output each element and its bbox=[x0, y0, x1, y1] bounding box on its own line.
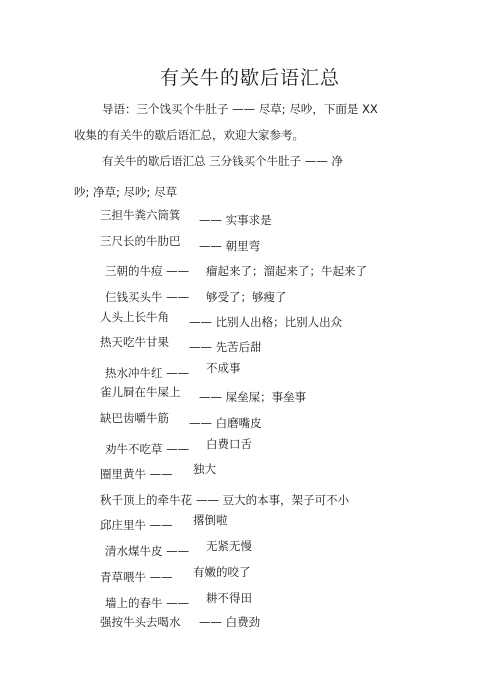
saying-riddle: 三担牛粪六筒箕 bbox=[100, 208, 181, 222]
saying-riddle: 缺巴齿嚼牛筋 bbox=[100, 411, 169, 425]
saying-answer: 无紧无慢 bbox=[206, 539, 252, 553]
saying-answer: 独大 bbox=[193, 462, 216, 476]
saying-answer: —— 实事求是 bbox=[199, 213, 272, 227]
saying-riddle: 三尺长的牛肋巴 bbox=[100, 234, 181, 248]
saying-riddle: 邱庄里牛 —— bbox=[100, 518, 173, 532]
saying-answer: —— 白费劲 bbox=[199, 615, 261, 629]
saying-answer: 不成事 bbox=[206, 361, 241, 375]
saying-riddle: 热天吃牛甘果 bbox=[100, 335, 169, 349]
saying-answer: 够受了；够瘦了 bbox=[206, 290, 287, 304]
saying-answer: —— 豆大的本事，架子可不小 bbox=[196, 493, 350, 507]
intro-line-3: 有关牛的歇后语汇总 三分钱买个牛肚子 —— 净 bbox=[102, 154, 343, 168]
saying-riddle: 三朝的牛痘 —— bbox=[105, 264, 190, 278]
saying-answer: —— 白磨嘴皮 bbox=[189, 416, 262, 430]
saying-answer: 白费口舌 bbox=[206, 437, 252, 451]
saying-riddle: 劝牛不吃草 —— bbox=[105, 442, 190, 456]
saying-riddle: 仨钱买头牛 —— bbox=[105, 290, 190, 304]
saying-answer: 撂倒啦 bbox=[193, 513, 228, 527]
saying-riddle: 墙上的春牛 —— bbox=[105, 596, 190, 610]
saying-riddle: 清水煤牛皮 —— bbox=[105, 544, 190, 558]
saying-riddle: 圈里黄牛 —— bbox=[100, 467, 173, 481]
saying-answer: —— 朝里弯 bbox=[199, 239, 261, 253]
saying-riddle: 人头上长牛角 bbox=[100, 310, 169, 324]
saying-answer: 瘤起来了；溜起来了；牛起来了 bbox=[206, 264, 367, 278]
saying-answer: 耕不得田 bbox=[206, 591, 252, 605]
saying-answer: —— 屎垒屎；事垒事 bbox=[199, 390, 307, 404]
intro-line-1: 导语：三个饯买个牛肚子 —— 尽草; 尽吵，下面是 XX bbox=[102, 102, 378, 116]
saying-riddle: 青草喂牛 —— bbox=[100, 570, 173, 584]
saying-riddle: 秋千顶上的牵牛花 bbox=[100, 493, 192, 507]
saying-answer: —— 先苦后甜 bbox=[189, 340, 262, 354]
intro-line-4: 吵; 净草; 尽吵; 尽草 bbox=[74, 185, 178, 199]
intro-line-2: 收集的有关牛的歇后语汇总，欢迎大家参考。 bbox=[74, 128, 304, 142]
saying-riddle: 热水冲牛红 —— bbox=[105, 366, 190, 380]
saying-answer: 有嫩的咬了 bbox=[193, 565, 251, 579]
saying-riddle: 雀儿屙在牛屎上 bbox=[100, 385, 181, 399]
saying-riddle: 强按牛头去喝水 bbox=[100, 615, 181, 629]
saying-answer: —— 比别人出格；比别人出众 bbox=[189, 315, 343, 329]
document-title: 有关牛的歇后语汇总 bbox=[159, 67, 340, 89]
